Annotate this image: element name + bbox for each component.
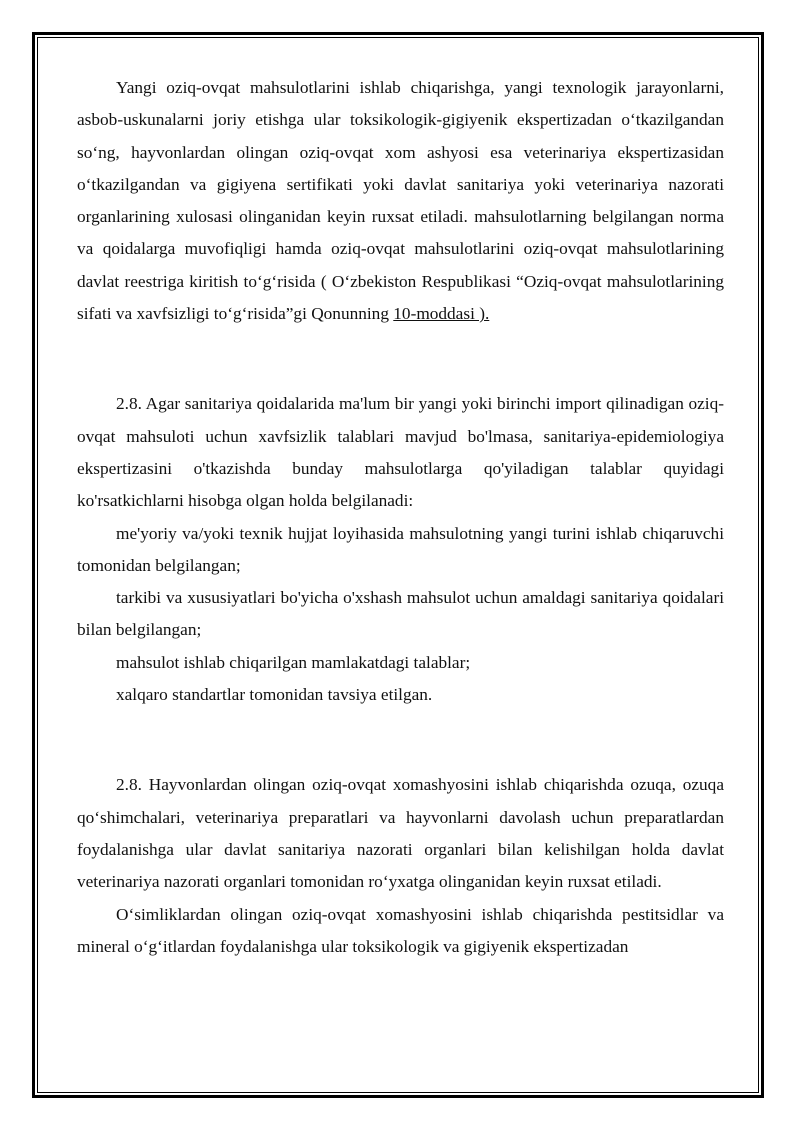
paragraph-sanitary-requirements: 2.8. Agar sanitariya qoidalarida ma'lum bir yangi yoki birinchi import qilinadigan oziq-ovqat mahsuloti uchun xavfsizlik talablari mavjud bo'lmasa, sanitariya-epidemiologiya ekspertizasini o'tkazishda bunday mahsulotlarga qo'yiladigan talablar quyidagi ko'rsatkichlarni hisobga olgan holda belgilanadi: (77, 394, 724, 511)
requirement-item-4: xalqaro standartlar tomonidan tavsiya etilgan. (116, 685, 433, 705)
requirement-item-3: mahsulot ishlab chiqarilgan mamlakatdagi talablar; (116, 652, 471, 672)
paragraph-animal-raw-materials: 2.8. Hayvonlardan olingan oziq-ovqat xomashyosini ishlab chiqarishda ozuqa, ozuqa qo‘shimchalari, veterinariya preparatlari va hayvonlarni davolash uchun preparatlardan foydalanishga ular davlat sanitariya nazorati organlari bilan kelishilgan holda davlat veterinariya nazorati organlari tomonidan ro‘yxatga olinganidan keyin ruxsat etiladi. (77, 775, 724, 892)
paragraph-new-products (77, 72, 724, 330)
paragraph-new-products-text: Yangi oziq-ovqat mahsulotlarini ishlab chiqarishga, yangi texnologik jarayonlarni, asbob-uskunalarni joriy etishga ular toksikologik-gigiyenik ekspertizadan o‘tkazilgandan so‘ng, hayvonlardan olingan oziq-ovqat xom ashyosi esa veterinariya ekspertizasidan o‘tkazilgandan va gigiyena sertifikati yoki davlat sanitariya yoki veterinariya nazorati organlarining xulosasi olinganidan keyin ruxsat etiladi. mahsulotlarning belgilangan norma va qoidalarga muvofiqligi hamda oziq-ovqat mahsulotlarini oziq-ovqat mahsulotlarining davlat reestriga kiritish to‘g‘risida ( O‘zbekiston Respublikasi “Oziq-ovqat mahsulotlarining sifati va xavfsizligi to‘g‘risida”gi Qonunning (77, 78, 724, 324)
document-body (77, 72, 724, 963)
paragraph-plant-raw-materials: O‘simliklardan olingan oziq-ovqat xomashyosini ishlab chiqarishda pestitsidlar va mineral o‘g‘itlardan foydalanishga ular toksikologik va gigiyenik ekspertizadan (77, 904, 724, 956)
law-article-link[interactable]: 10-moddasi ). (393, 304, 490, 324)
section-spacer (77, 711, 724, 769)
requirement-item-2: tarkibi va xususiyatlari bo'yicha o'xshash mahsulot uchun amaldagi sanitariya qoidalari bilan belgilangan; (77, 588, 724, 640)
section-spacer (77, 330, 724, 388)
requirement-item-1: me'yoriy va/yoki texnik hujjat loyihasida mahsulotning yangi turini ishlab chiqaruvchi tomonidan belgilangan; (77, 523, 724, 575)
